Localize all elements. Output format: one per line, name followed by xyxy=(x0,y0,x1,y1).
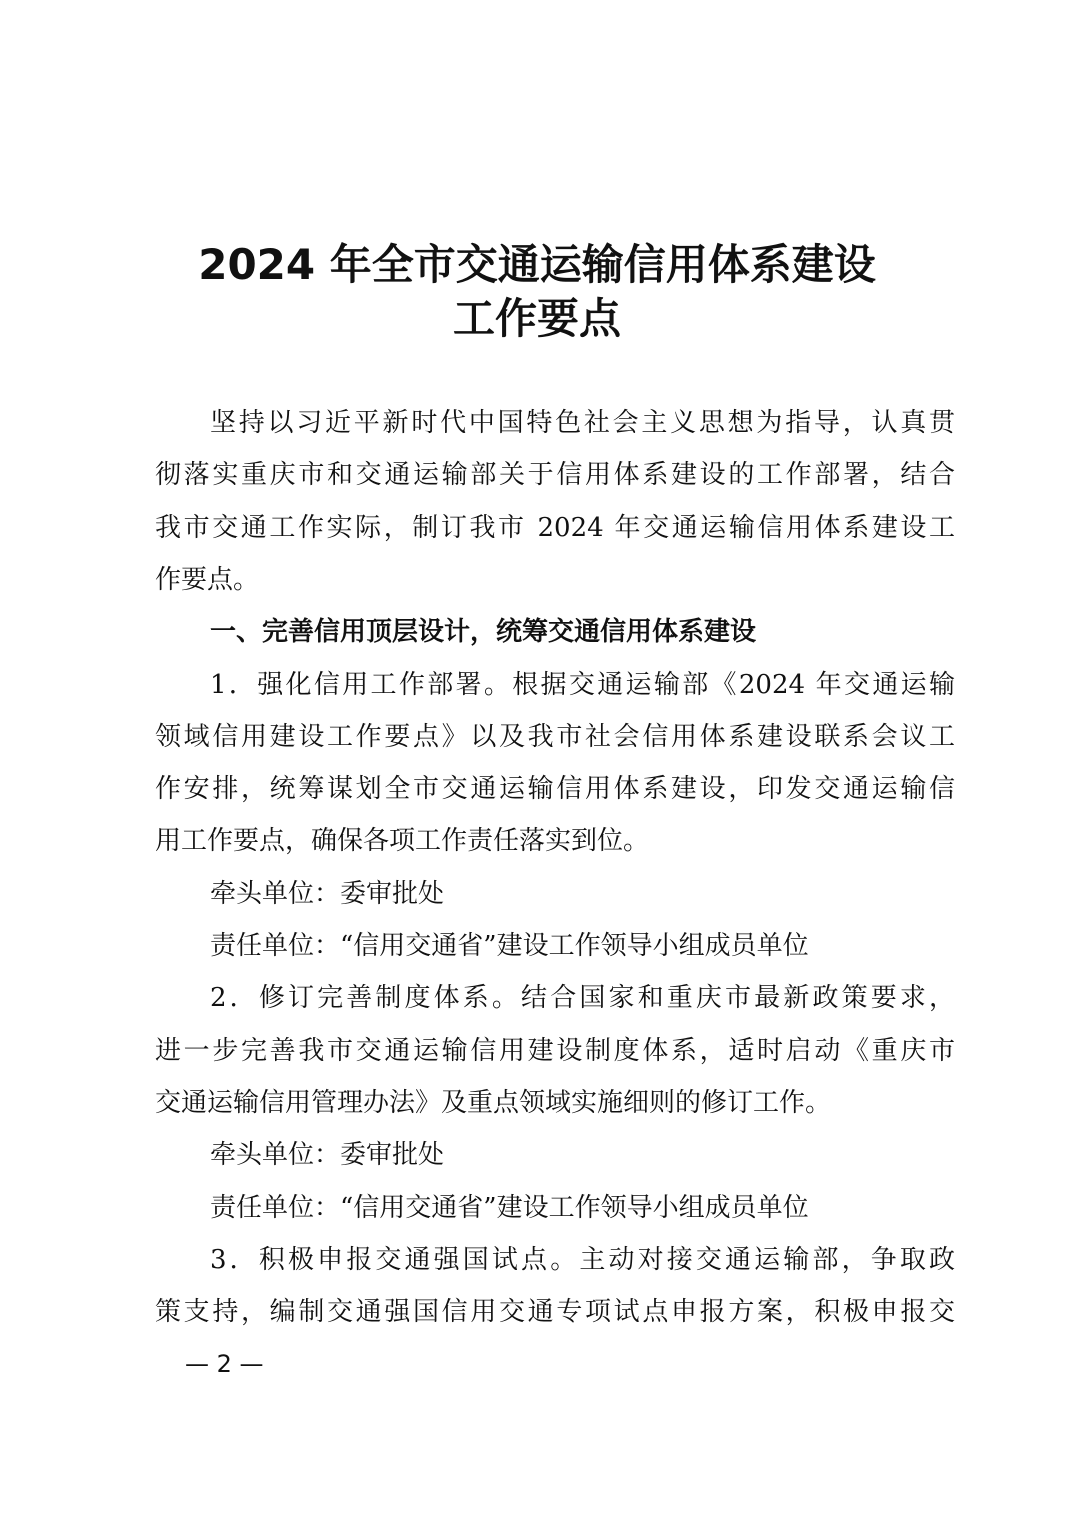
document-title-line1: 2024 年全市交通运输信用体系建设 xyxy=(198,240,876,289)
body-text-line: 策支持，编制交通强国信用交通专项试点申报方案，积极申报交 xyxy=(155,1297,955,1327)
body-text-line: 坚持以习近平新时代中国特色社会主义思想为指导，认真贯 xyxy=(210,408,955,438)
body-text-line: 2．修订完善制度体系。结合国家和重庆市最新政策要求， xyxy=(210,983,955,1013)
body-text-line: 牵头单位：委审批处 xyxy=(210,879,445,909)
section-heading: 一、完善信用顶层设计，统筹交通信用体系建设 xyxy=(210,617,757,647)
body-text-line: 3．积极申报交通强国试点。主动对接交通运输部，争取政 xyxy=(210,1245,955,1275)
document-title-line2: 工作要点 xyxy=(452,294,621,343)
page-number: — 2 — xyxy=(185,1350,264,1378)
body-text-line: 彻落实重庆市和交通运输部关于信用体系建设的工作部署，结合 xyxy=(155,460,955,490)
body-text-line: 牵头单位：委审批处 xyxy=(210,1140,445,1170)
body-text-line: 交通运输信用管理办法》及重点领域实施细则的修订工作。 xyxy=(155,1088,832,1118)
body-text-line: 用工作要点，确保各项工作责任落实到位。 xyxy=(155,826,650,856)
body-text-line: 1．强化信用工作部署。根据交通运输部《2024 年交通运输 xyxy=(210,670,955,700)
body-text-line: 责任单位：“信用交通省”建设工作领导小组成员单位 xyxy=(210,931,809,961)
body-text-line: 责任单位：“信用交通省”建设工作领导小组成员单位 xyxy=(210,1193,809,1223)
body-text-line: 作安排，统筹谋划全市交通运输信用体系建设，印发交通运输信 xyxy=(155,774,955,804)
body-text-line: 我市交通工作实际，制订我市 2024 年交通运输信用体系建设工 xyxy=(155,513,955,543)
body-text-line: 作要点。 xyxy=(155,565,260,595)
body-text-line: 进一步完善我市交通运输信用建设制度体系，适时启动《重庆市 xyxy=(155,1036,955,1066)
body-text-line: 领域信用建设工作要点》以及我市社会信用体系建设联系会议工 xyxy=(155,722,955,752)
